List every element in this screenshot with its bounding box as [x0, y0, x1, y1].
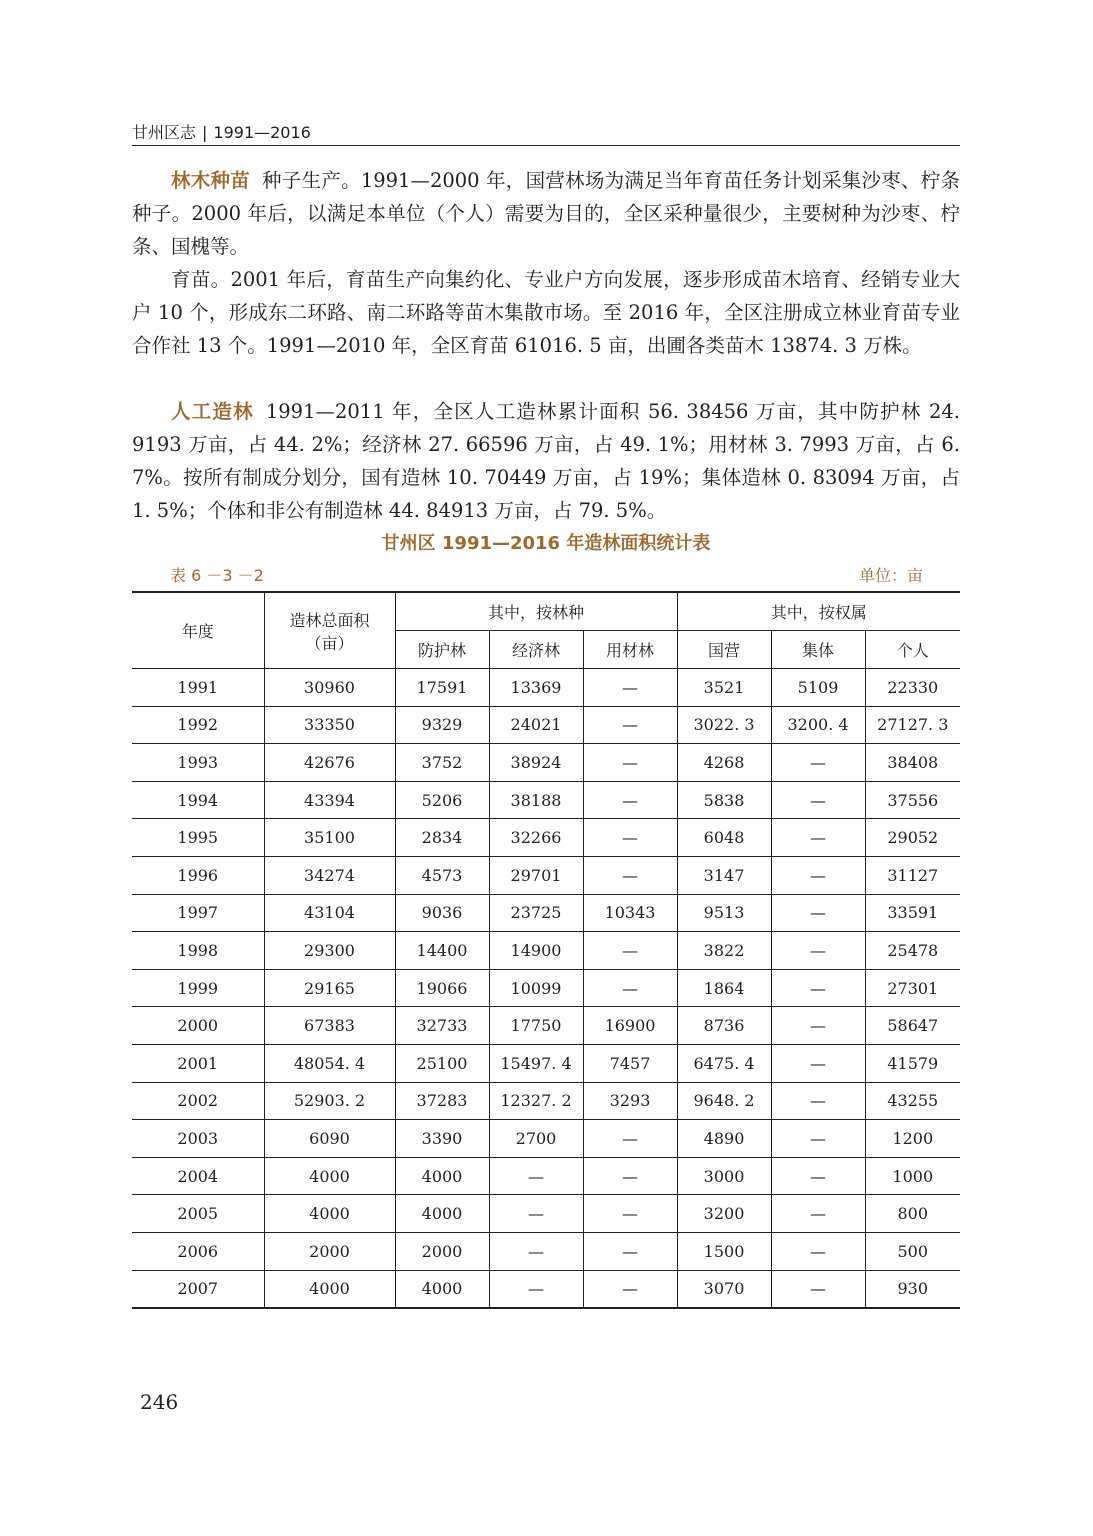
cell-collective: —: [771, 1270, 865, 1308]
cell-total: 48054. 4: [264, 1044, 395, 1082]
table-row: [132, 969, 960, 1007]
cell-timber: —: [583, 1120, 677, 1158]
paragraph-keyword: 人工造林: [171, 400, 254, 423]
cell-year: 2002: [132, 1082, 264, 1120]
cell-year: 1996: [132, 856, 264, 894]
col-header-collective: 集体: [771, 631, 865, 669]
cell-timber: —: [583, 1270, 677, 1308]
cell-year: 1999: [132, 969, 264, 1007]
cell-protective: 32733: [395, 1007, 489, 1045]
cell-economic: —: [489, 1232, 583, 1270]
cell-protective: 9036: [395, 894, 489, 932]
cell-collective: —: [771, 781, 865, 819]
cell-timber: —: [583, 1195, 677, 1233]
cell-total: 4000: [264, 1157, 395, 1195]
cell-timber: 16900: [583, 1007, 677, 1045]
cell-collective: —: [771, 894, 865, 932]
cell-total: 29300: [264, 932, 395, 970]
afforestation-table: [132, 591, 960, 1309]
cell-economic: 14900: [489, 932, 583, 970]
cell-total: 52903. 2: [264, 1082, 395, 1120]
cell-individual: 500: [865, 1232, 960, 1270]
cell-timber: —: [583, 1232, 677, 1270]
col-header-total-line2: （亩）: [305, 633, 354, 653]
col-header-protective: 防护林: [395, 631, 489, 669]
paragraph-nursery: [132, 263, 960, 362]
cell-timber: —: [583, 969, 677, 1007]
table-body: [132, 669, 960, 1309]
col-header-timber: 用材林: [583, 631, 677, 669]
cell-state: 3147: [677, 856, 771, 894]
header-separator: |: [202, 123, 208, 142]
cell-total: 67383: [264, 1007, 395, 1045]
cell-timber: —: [583, 856, 677, 894]
cell-individual: 930: [865, 1270, 960, 1308]
cell-total: 34274: [264, 856, 395, 894]
cell-state: 9513: [677, 894, 771, 932]
cell-total: 4000: [264, 1270, 395, 1308]
cell-state: 6048: [677, 819, 771, 857]
cell-year: 2006: [132, 1232, 264, 1270]
cell-protective: 4000: [395, 1195, 489, 1233]
cell-state: 3070: [677, 1270, 771, 1308]
cell-individual: 37556: [865, 781, 960, 819]
table-row: [132, 1157, 960, 1195]
cell-timber: —: [583, 706, 677, 744]
cell-collective: 5109: [771, 669, 865, 707]
cell-collective: —: [771, 1120, 865, 1158]
table-row: [132, 819, 960, 857]
cell-total: 35100: [264, 819, 395, 857]
cell-protective: 5206: [395, 781, 489, 819]
cell-individual: 41579: [865, 1044, 960, 1082]
table-unit: 单位：亩: [858, 566, 923, 585]
table-row: [132, 669, 960, 707]
cell-collective: —: [771, 819, 865, 857]
cell-collective: —: [771, 856, 865, 894]
cell-state: 1864: [677, 969, 771, 1007]
table-row: [132, 781, 960, 819]
cell-timber: 10343: [583, 894, 677, 932]
cell-individual: 22330: [865, 669, 960, 707]
cell-state: 4890: [677, 1120, 771, 1158]
cell-individual: 33591: [865, 894, 960, 932]
col-header-economic: 经济林: [489, 631, 583, 669]
cell-individual: 27301: [865, 969, 960, 1007]
cell-total: 2000: [264, 1232, 395, 1270]
cell-state: 4268: [677, 744, 771, 782]
cell-individual: 800: [865, 1195, 960, 1233]
cell-total: 4000: [264, 1195, 395, 1233]
cell-protective: 17591: [395, 669, 489, 707]
table-row: [132, 1120, 960, 1158]
cell-year: 2001: [132, 1044, 264, 1082]
cell-state: 3822: [677, 932, 771, 970]
col-header-individual: 个人: [865, 631, 960, 669]
cell-individual: 25478: [865, 932, 960, 970]
cell-collective: —: [771, 1044, 865, 1082]
cell-timber: —: [583, 819, 677, 857]
cell-timber: 3293: [583, 1082, 677, 1120]
cell-total: 43104: [264, 894, 395, 932]
cell-timber: —: [583, 932, 677, 970]
paragraph-keyword: 林木种苗: [171, 169, 251, 192]
paragraph-afforestation: [132, 395, 960, 527]
table-row: [132, 744, 960, 782]
table-row: [132, 1270, 960, 1308]
cell-total: 33350: [264, 706, 395, 744]
cell-protective: 25100: [395, 1044, 489, 1082]
cell-protective: 19066: [395, 969, 489, 1007]
cell-economic: 15497. 4: [489, 1044, 583, 1082]
cell-economic: —: [489, 1157, 583, 1195]
cell-protective: 2000: [395, 1232, 489, 1270]
table-title: 甘州区 1991—2016 年造林面积统计表: [381, 533, 711, 554]
cell-collective: —: [771, 1232, 865, 1270]
cell-year: 1998: [132, 932, 264, 970]
cell-state: 9648. 2: [677, 1082, 771, 1120]
cell-economic: 38924: [489, 744, 583, 782]
paragraph-text: 1991—2011 年，全区人工造林累计面积 56. 38456 万亩，其中防护林 24. 9193 万亩，占 44. 2%；经济林 27. 66596 万亩，占 49. 1%；用材林 3. 7993 万亩，占 6. 7%。按所有制成分划分，国有造林 10. 70449 万亩，占 19%；集体造林 0. 83094 万亩，占 1. 5%；个体和非公有制造林 44. 84913 万亩，占 79. 5%。: [132, 400, 960, 522]
cell-protective: 4000: [395, 1270, 489, 1308]
table-row: [132, 932, 960, 970]
col-header-year: 年度: [132, 592, 264, 669]
cell-total: 43394: [264, 781, 395, 819]
cell-state: 3022. 3: [677, 706, 771, 744]
cell-collective: —: [771, 744, 865, 782]
cell-year: 2007: [132, 1270, 264, 1308]
cell-year: 1994: [132, 781, 264, 819]
cell-timber: —: [583, 669, 677, 707]
cell-state: 1500: [677, 1232, 771, 1270]
cell-collective: —: [771, 1007, 865, 1045]
col-header-total: [264, 592, 395, 669]
cell-total: 42676: [264, 744, 395, 782]
cell-economic: 29701: [489, 856, 583, 894]
cell-year: 1992: [132, 706, 264, 744]
cell-protective: 4000: [395, 1157, 489, 1195]
cell-individual: 38408: [865, 744, 960, 782]
running-header: [132, 120, 960, 146]
cell-collective: —: [771, 969, 865, 1007]
cell-individual: 31127: [865, 856, 960, 894]
cell-individual: 29052: [865, 819, 960, 857]
cell-individual: 43255: [865, 1082, 960, 1120]
cell-timber: 7457: [583, 1044, 677, 1082]
table-row: [132, 1007, 960, 1045]
table-row: [132, 1044, 960, 1082]
table-number: 表 6 －3 －2: [170, 566, 264, 585]
paragraph-text: 育苗。2001 年后，育苗生产向集约化、专业户方向发展，逐步形成苗木培育、经销专业大户 10 个，形成东二环路、南二环路等苗木集散市场。至 2016 年，全区注册成立林业育苗专业合作社 13 个。1991—2010 年，全区育苗 61016. 5 亩，出圃各类苗木 13874. 3 万株。: [132, 268, 960, 357]
table-row: [132, 1232, 960, 1270]
cell-year: 2004: [132, 1157, 264, 1195]
paragraph-forest-seedlings: [132, 164, 960, 263]
cell-year: 2003: [132, 1120, 264, 1158]
cell-protective: 9329: [395, 706, 489, 744]
col-group-by-type: 其中，按林种: [395, 592, 677, 631]
cell-collective: —: [771, 1195, 865, 1233]
cell-year: 2005: [132, 1195, 264, 1233]
page-number: 246: [140, 1390, 179, 1414]
cell-protective: 3390: [395, 1120, 489, 1158]
cell-economic: 17750: [489, 1007, 583, 1045]
book-title: 甘州区志: [132, 123, 197, 142]
cell-state: 3000: [677, 1157, 771, 1195]
cell-protective: 4573: [395, 856, 489, 894]
cell-state: 6475. 4: [677, 1044, 771, 1082]
cell-economic: 10099: [489, 969, 583, 1007]
cell-economic: 2700: [489, 1120, 583, 1158]
cell-year: 1991: [132, 669, 264, 707]
cell-year: 1993: [132, 744, 264, 782]
cell-individual: 1000: [865, 1157, 960, 1195]
cell-total: 30960: [264, 669, 395, 707]
cell-state: 3200: [677, 1195, 771, 1233]
cell-individual: 58647: [865, 1007, 960, 1045]
cell-protective: 2834: [395, 819, 489, 857]
table-row: [132, 894, 960, 932]
cell-protective: 37283: [395, 1082, 489, 1120]
cell-individual: 1200: [865, 1120, 960, 1158]
cell-state: 5838: [677, 781, 771, 819]
book-period: 1991—2016: [213, 123, 311, 142]
cell-economic: —: [489, 1195, 583, 1233]
col-header-state: 国营: [677, 631, 771, 669]
cell-total: 29165: [264, 969, 395, 1007]
cell-economic: 38188: [489, 781, 583, 819]
cell-collective: —: [771, 932, 865, 970]
cell-protective: 3752: [395, 744, 489, 782]
cell-individual: 27127. 3: [865, 706, 960, 744]
cell-timber: —: [583, 781, 677, 819]
cell-economic: —: [489, 1270, 583, 1308]
cell-economic: 32266: [489, 819, 583, 857]
cell-collective: —: [771, 1082, 865, 1120]
table-row: [132, 1082, 960, 1120]
cell-year: 2000: [132, 1007, 264, 1045]
table-row: [132, 856, 960, 894]
cell-economic: 24021: [489, 706, 583, 744]
cell-total: 6090: [264, 1120, 395, 1158]
paragraph-text: 种子生产。1991—2000 年，国营林场为满足当年育苗任务计划采集沙枣、柠条种子。2000 年后，以满足本单位（个人）需要为目的，全区采种量很少，主要树种为沙枣、柠条、国槐等。: [132, 169, 960, 258]
cell-timber: —: [583, 1157, 677, 1195]
cell-collective: —: [771, 1157, 865, 1195]
cell-state: 8736: [677, 1007, 771, 1045]
cell-state: 3521: [677, 669, 771, 707]
cell-year: 1997: [132, 894, 264, 932]
cell-economic: 13369: [489, 669, 583, 707]
cell-economic: 12327. 2: [489, 1082, 583, 1120]
cell-year: 1995: [132, 819, 264, 857]
table-row: [132, 1195, 960, 1233]
cell-protective: 14400: [395, 932, 489, 970]
cell-collective: 3200. 4: [771, 706, 865, 744]
cell-timber: —: [583, 744, 677, 782]
col-group-by-owner: 其中，按权属: [677, 592, 960, 631]
cell-economic: 23725: [489, 894, 583, 932]
col-header-total-line1: 造林总面积: [289, 610, 370, 630]
table-row: [132, 706, 960, 744]
